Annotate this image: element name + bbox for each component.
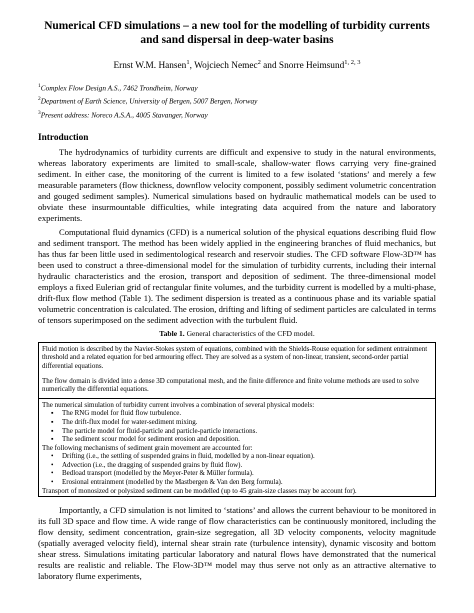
affiliation: $^1$Complex Flow Design A.S., 7462 Trondheim, Norway	[38, 83, 198, 93]
body-paragraph: Computational fluid dynamics (CFD) is a numerical solution of the physical equations describing fluid flow and sediment transport. The method has been widely applied in the engineering branches of fluid mechanics, but has thus far been little used in sedimentological research and reservoir studies. The CFD software Flow-3D™ has been used to construct a three-dimensional model for the simulation of turbidity currents, including their internal hydraulic characteristics and the erosion, transport and deposition of sediment. The three-dimensional model employs a fixed Eulerian grid of rectangular finite volumes, and the turbidity current is modelled by a multi-phase, drift-flux flow method (Table 1). The sediment dispersion is treated as a continuous phase and its variable spatial volumetric concentration is calculated. The erosion, drifting and lifting of sediment particles are calculated in terms of tensors superimposed on the sediment advection with the turbulent fluid.	[38, 226, 436, 325]
round-bullet-icon: •	[51, 469, 54, 478]
title-line-2: and sand dispersal in deep-water basins	[140, 33, 334, 46]
title-line-1: Numerical CFD simulations – a new tool for the modelling of turbidity currents	[44, 20, 430, 32]
round-bullet-icon: •	[51, 460, 54, 469]
list-item: ▪ The sediment scour model for sediment erosion and deposition.	[51, 435, 240, 444]
table-text: The flow domain is divided into a dense 3D computational mesh, and the finite difference and finite volume methods are used to solve numerically the differential equations.	[42, 376, 419, 394]
square-bullet-icon: ▪	[51, 426, 54, 435]
author-affil-marker: 2	[257, 59, 261, 66]
list-item: • Bedload transport (modelled by the Meyer-Peter & Müller formula).	[51, 469, 254, 478]
list-item: • Advection (i.e., the dragging of suspended grains by fluid flow).	[51, 460, 243, 469]
table-caption	[38, 329, 436, 339]
paper-title	[38, 0, 436, 47]
affiliation: $^3$Present address: Noreco A.S.A., 4005 Stavanger, Norway	[38, 109, 208, 119]
table-text: The following mechanisms of sediment grain movement are accounted for:	[42, 443, 253, 452]
list-item: ▪ The particle model for fluid-particle and particle-particle interactions.	[51, 426, 258, 435]
list-item: • Drifting (i.e., the settling of suspended grains in fluid, modelled by a non-linear equation).	[51, 452, 315, 461]
table-text: Fluid motion is described by the Navier-Stokes system of equations, combined with the Shields-Rouse equation for sediment entrainment threshold and a related equation for bed armouring effect. They are solved as a system of non-linear, transient, second-order partial differential equations.	[42, 344, 428, 370]
table-caption-text: General characteristics of the CFD model.	[184, 328, 315, 338]
round-bullet-icon: •	[51, 452, 54, 461]
affiliation: $^2$Department of Earth Science, University of Bergen, 5007 Bergen, Norway	[38, 96, 258, 106]
list-item: ▪ The RNG model for fluid flow turbulence.	[51, 409, 182, 418]
table-box	[38, 342, 436, 498]
square-bullet-icon: ▪	[51, 435, 54, 444]
square-bullet-icon: ▪	[51, 417, 54, 426]
list-item: • Erosional entrainment (modelled by the Mastbergen & Van den Berg formula).	[51, 478, 283, 487]
section-heading: Introduction	[38, 132, 89, 143]
table-text: Transport of monosized or polysized sediment can be modelled (up to 45 grain-size classes may be account for).	[42, 486, 357, 495]
table-divider	[39, 398, 435, 399]
author-affil-marker: 1	[186, 59, 190, 66]
body-paragraph: Importantly, a CFD simulation is not limited to ‘stations’ and allows the current behaviour to be monitored in its full 3D space and flow time. A wide range of flow characteristics can be continuously monitored, including the flow density, sediment concentration, grain-size segregation, all 3D velocity components, velocity magnitude (spatially averaged velocity field), internal shear strain rate (turbulence intensity), dynamic viscosity and bottom shear stress. Simulations imitating particular laboratory and natural flows have demonstrated that the numerical results are realistic and reliable. The Flow-3D™ model may thus serve not only as an attractive alternative to laboratory flume experiments,	[38, 505, 436, 582]
list-item: ▪ The drift-flux model for water-sediment mixing.	[51, 417, 198, 426]
mechanism-list	[42, 452, 432, 486]
square-bullet-icon: ▪	[51, 409, 54, 418]
affiliations	[38, 81, 436, 121]
table-text: The numerical simulation of turbidity current involves a combination of several physical models:	[42, 400, 315, 409]
round-bullet-icon: •	[51, 478, 54, 487]
model-list	[42, 409, 432, 443]
author-name: Wojciech Nemec	[194, 61, 258, 72]
author-list: Ernst W.M. Hansen$^1$, Wojciech Nemec$^2$ and Snorre Heimsund$^{1, 2, 3}$	[113, 59, 361, 72]
body-paragraph: The hydrodynamics of turbidity currents are difficult and expensive to study in the natural environments, whereas laboratory experiments are limited to small-scale, shallow-water flows carrying very fine-grained sediment. In either case, the monitoring of the current is limited to a few isolated ‘stations’ and merely a few measurable parameters (flow thickness, downflow velocity component, possibly sediment volumetric concentration and gouged sediment samples). Numerical simulations based on hydraulic mathematical models can be used to obviate these insurmountable difficulties, while integrating data acquired from the nature and laboratory experiments.	[38, 146, 436, 223]
table-caption-label: Table 1.	[159, 328, 185, 338]
author-name: Ernst W.M. Hansen	[113, 61, 187, 72]
author-name: Snorre Heimsund	[278, 61, 345, 72]
author-affil-marker: 1, 2, 3	[344, 59, 361, 66]
